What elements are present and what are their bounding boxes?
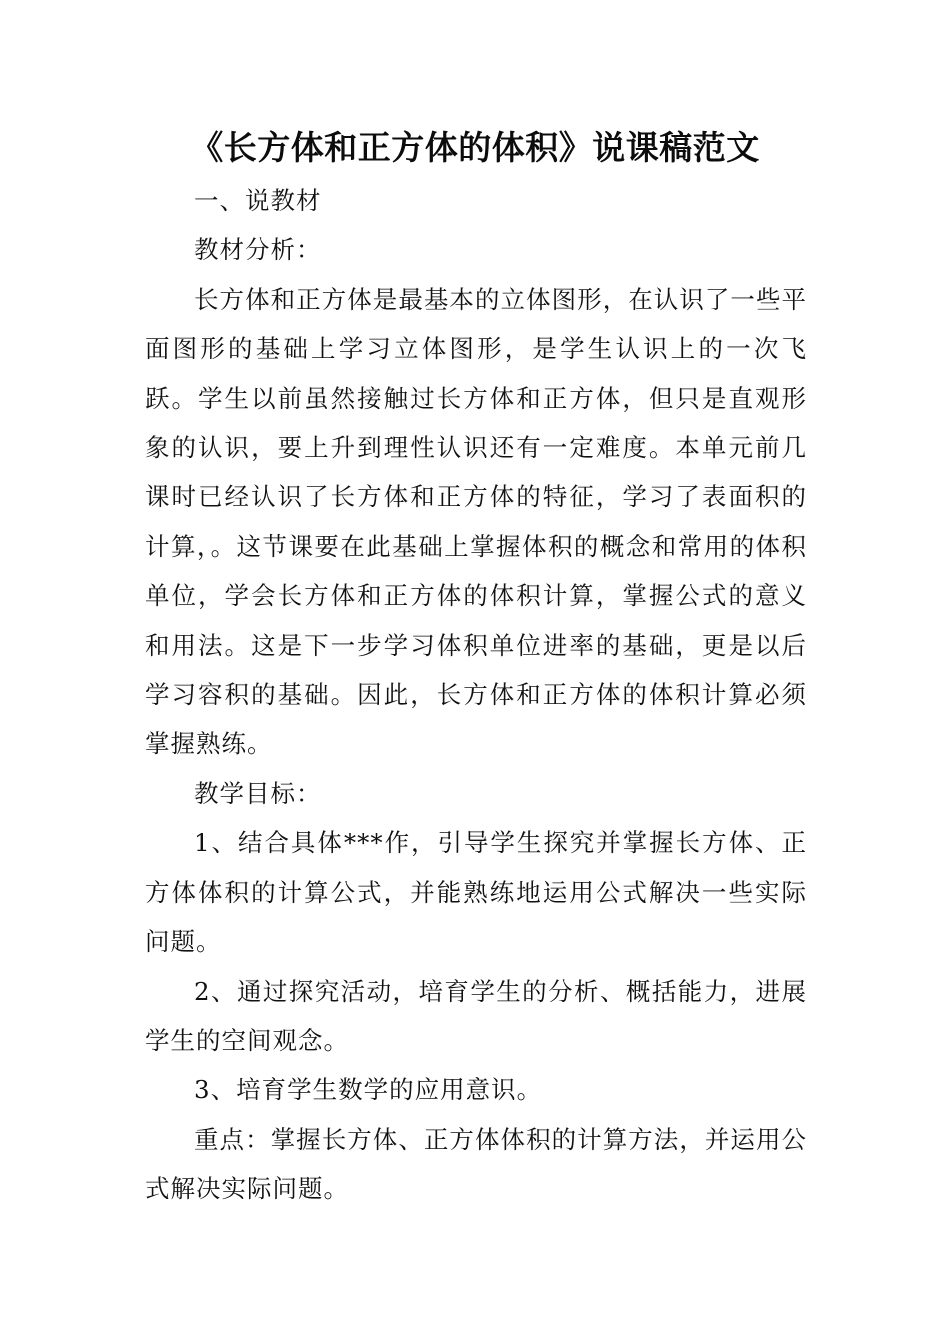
list-item: 2、通过探究活动，培育学生的分析、概括能力，进展学生的空间观念。 — [145, 976, 807, 1055]
body-paragraph: 重点：掌握长方体、正方体体积的计算方法，并运用公式解决实际问题。 — [145, 1124, 807, 1204]
document-title: 《长方体和正方体的体积》说课稿范文 — [190, 128, 760, 167]
section-heading: 一、说教材 — [194, 186, 322, 215]
list-item: 3、培育学生数学的应用意识。 — [194, 1075, 543, 1105]
subheading: 教材分析： — [194, 235, 322, 265]
document-body — [145, 176, 807, 1214]
body-paragraph: 长方体和正方体是最基本的立体图形，在认识了一些平面图形的基础上学习立体图形，是学生认识上的一次飞跃。学生以前虽然接触过长方体和正方体，但只是直观形象的认识，要上升到理性认识还有一定难度。本单元前几课时已经认识了长方体和正方体的特征，学习了表面积的计算，。这节课要在此基础上掌握体积的概念和常用的体积单位，学会长方体和正方体的体积计算，掌握公式的意义和用法。这是下一步学习体积单位进率的基础，更是以后学习容积的基础。因此，长方体和正方体的体积计算必须掌握熟练。 — [145, 284, 807, 759]
subheading: 教学目标： — [194, 778, 322, 808]
list-item: 1、结合具体***作，引导学生探究并掌握长方体、正方体体积的计算公式，并能熟练地运用公式解决一些实际问题。 — [145, 828, 807, 957]
